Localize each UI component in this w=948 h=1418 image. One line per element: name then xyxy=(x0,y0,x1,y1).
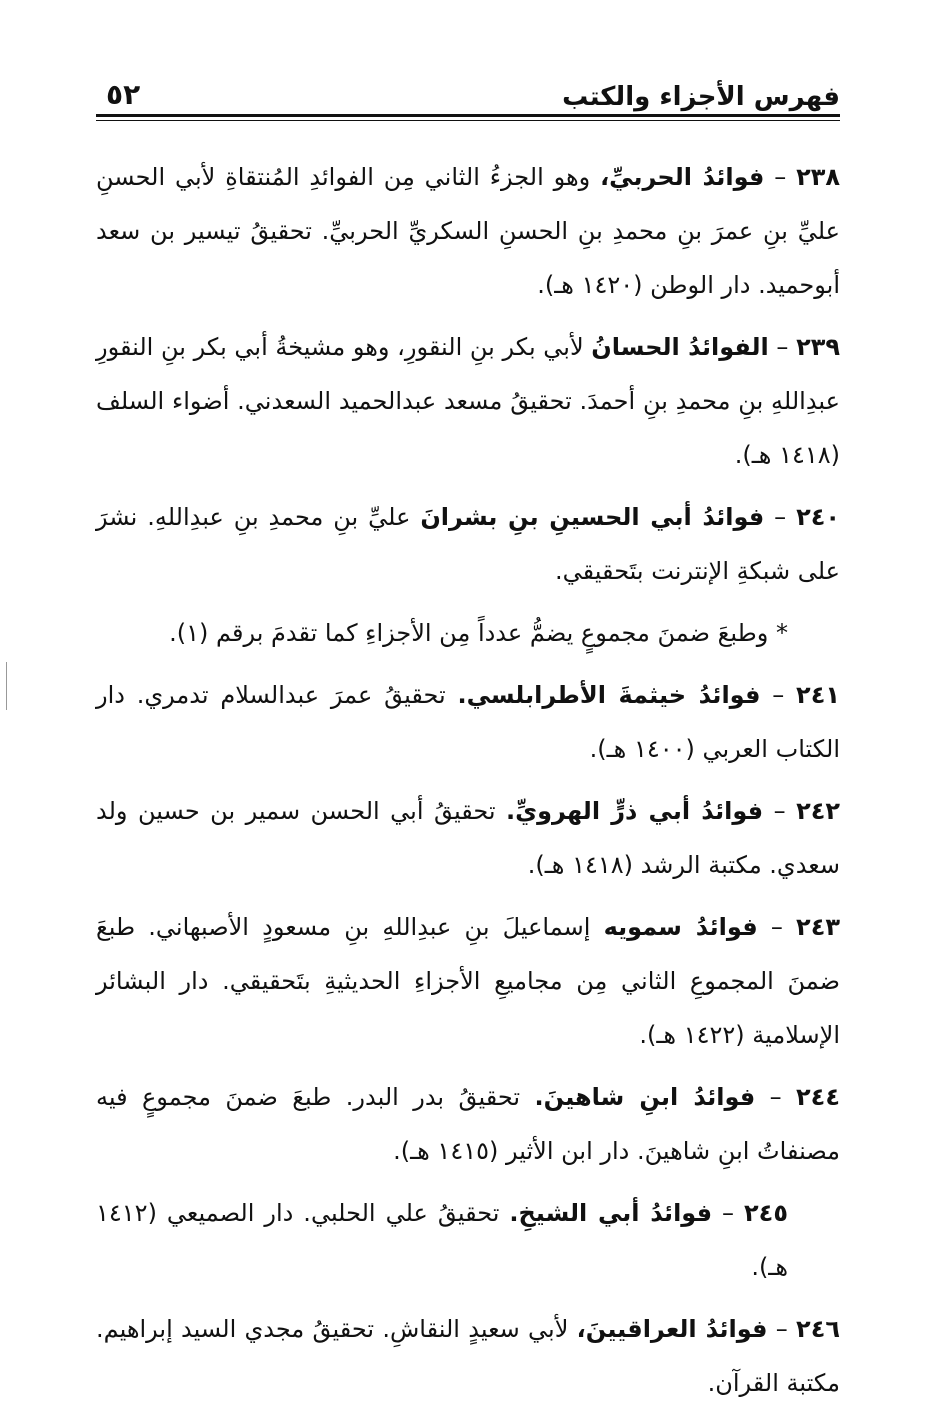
entry-number: ٢٤١ xyxy=(796,681,840,709)
header-title: فهرس الأجزاء والكتب xyxy=(562,82,840,112)
entry-dash: – xyxy=(757,913,797,941)
entry-text: تحقيقُ بدر البدر. طبعَ ضمنَ مجموعٍ فيه مصنفاتُ ابنِ شاهينَ. دار ابن الأثير (١٤١٥ هـ). xyxy=(96,1083,840,1165)
entry-title: الفوائدُ الحسانُ xyxy=(591,333,769,361)
entry-number: ٢٤٠ xyxy=(796,503,841,531)
entry-number: ٢٤٢ xyxy=(796,797,841,825)
entry-dash: – xyxy=(712,1199,745,1227)
scan-edge-mark xyxy=(6,662,7,710)
entry-text: تحقيقُ عمرَ عبدالسلام تدمري. دار الكتاب العربي (١٤٠٠ هـ). xyxy=(96,681,840,763)
entry-number: ٢٣٩ xyxy=(796,333,841,361)
entry-text: وهو الجزءُ الثاني مِن الفوائدِ المُنتقاةِ لأبي الحسنِ عليِّ بنِ عمرَ بنِ محمدِ بنِ الحسنِ السكريِّ الحربيِّ. تحقيقُ تيسير بن سعد أبوحميد. دار الوطن (١٤٢٠ هـ). xyxy=(96,163,840,299)
entry-240 xyxy=(96,490,840,598)
entry-title: فوائدُ الحربيِّ، xyxy=(600,163,765,191)
entry-text: إسماعيلَ بنِ عبدِاللهِ بنِ مسعودٍ الأصبهاني. طبعَ ضمنَ المجموعِ الثاني مِن مجاميعِ الأجزاءِ الحديثيةِ بتَحقيقي. دار البشائر الإسلامية (١٤٢٢ هـ). xyxy=(96,913,840,1049)
entry-title: فوائدُ أبي الشيخِ. xyxy=(509,1199,713,1227)
entry-title: فوائدُ أبي الحسينِ بنِ بشرانَ xyxy=(420,503,765,531)
entry-245 xyxy=(96,1186,840,1294)
entry-242 xyxy=(96,784,840,892)
entry-246 xyxy=(96,1302,840,1410)
header-rule-thin xyxy=(96,120,840,121)
entry-dash: – xyxy=(768,333,797,361)
entry-number: ٢٤٤ xyxy=(796,1083,840,1111)
entry-text: عليِّ بنِ محمدِ بنِ عبدِاللهِ. نشرَ على شبكةِ الإنترنت بتَحقيقي. xyxy=(96,503,840,585)
header-rule-thick xyxy=(96,114,840,117)
entry-dash: – xyxy=(755,1083,797,1111)
entry-240-note: * وطبعَ ضمنَ مجموعٍ يضمُّ عدداً مِن الأجزاءِ كما تقدمَ برقم (١). xyxy=(169,619,788,647)
running-header xyxy=(96,60,840,110)
page-number: ٥٢ xyxy=(106,78,141,111)
entry-number: ٢٤٣ xyxy=(796,913,840,941)
entry-text: لأبي سعيدٍ النقاشِ. تحقيقُ مجدي السيد إبراهيم. مكتبة القرآن. xyxy=(96,1315,840,1397)
entries-list xyxy=(96,150,840,1410)
entry-title: فوائدُ سمويه xyxy=(603,913,758,941)
entry-dash: – xyxy=(767,1315,797,1343)
entry-title: فوائدُ ابنِ شاهينَ. xyxy=(534,1083,756,1111)
entry-dash: – xyxy=(760,681,797,709)
book-page xyxy=(96,60,840,1418)
entry-238 xyxy=(96,150,840,312)
entry-dash: – xyxy=(763,797,797,825)
entry-239 xyxy=(96,320,840,482)
entry-241 xyxy=(96,668,840,776)
entry-title: فوائدُ أبي ذرٍّ الهرويِّ. xyxy=(506,797,764,825)
entry-text: تحقيقُ أبي الحسن سمير بن حسين ولد سعدي. مكتبة الرشد (١٤١٨ هـ). xyxy=(96,797,840,879)
entry-dash: – xyxy=(764,163,797,191)
entry-text: لأبي بكر بنِ النقورِ، وهو مشيخةُ أبي بكر بنِ النقورِ عبدِاللهِ بنِ محمدِ بنِ أحمدَ. تحقيقُ مسعد عبدالحميد السعدني. أضواء السلف (١٤١٨ هـ). xyxy=(96,333,840,469)
entry-dash: – xyxy=(764,503,797,531)
entry-title: فوائدُ العراقيينَ، xyxy=(576,1315,768,1343)
entry-title: فوائدُ خيثمةَ الأطرابلسي. xyxy=(457,681,761,709)
entry-244 xyxy=(96,1070,840,1178)
entry-number: ٢٣٨ xyxy=(796,163,841,191)
entry-number: ٢٤٦ xyxy=(796,1315,840,1343)
entry-243 xyxy=(96,900,840,1062)
entry-text: تحقيقُ علي الحلبي. دار الصميعي (١٤١٢ هـ). xyxy=(96,1199,788,1281)
entry-number: ٢٤٥ xyxy=(744,1199,788,1227)
